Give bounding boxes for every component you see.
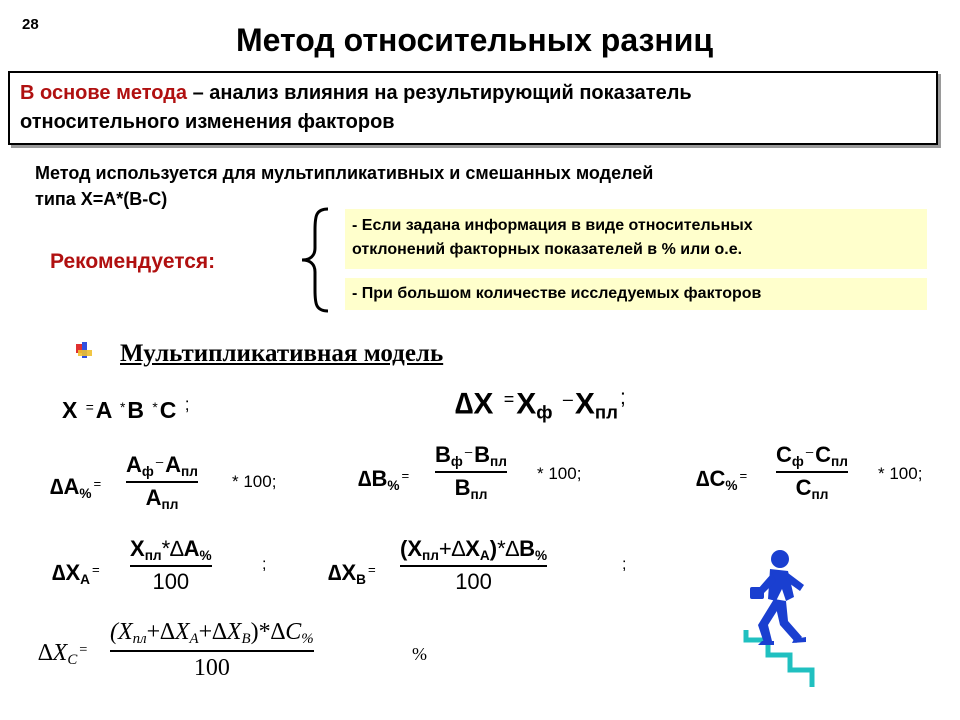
formula-dxa-lhs (52, 560, 102, 587)
var-xf: X (516, 387, 537, 421)
formula-da-fraction (126, 454, 198, 511)
den-b: B (454, 474, 471, 500)
formula-dxb-end: ; (622, 556, 627, 573)
num-b: B (519, 536, 535, 561)
fraction-bar (126, 481, 198, 483)
var-x: X (62, 396, 78, 423)
op-mul: * (119, 399, 126, 415)
num-open-x: (X (110, 619, 133, 645)
pct-sub: % (387, 477, 400, 493)
delta-a-lhs: ∆A (50, 474, 80, 499)
den-c: C (795, 474, 812, 500)
sub-b: B (241, 631, 251, 648)
num-c2: C (815, 442, 832, 467)
recommend-item-2: - При большом количестве исследуемых факторов (345, 278, 927, 310)
op-minus: – (464, 444, 473, 460)
formula-delta-x (455, 386, 628, 424)
sub-pct: % (199, 547, 212, 563)
delta-b-lhs: ∆B (358, 466, 388, 491)
var-b: B (127, 396, 144, 423)
op-mul-delta: *∆ (161, 536, 184, 561)
den-100: 100 (152, 568, 190, 594)
formula-dxc-fraction (110, 620, 314, 680)
delta-x-lhs: ∆X (455, 387, 494, 421)
sub-pct: % (534, 547, 548, 563)
basis-text-1: – анализ влияния на результирующий показатель (187, 82, 692, 104)
sub-pl: пл (490, 453, 507, 469)
num-b2: B (474, 442, 491, 467)
num-x: X (226, 619, 242, 645)
op-eq: = (739, 468, 748, 484)
pct-sub: % (79, 485, 92, 501)
formula-dxc-lhs (38, 640, 89, 669)
formula-dc-fraction (776, 444, 848, 501)
op-plus-delta: +∆ (146, 619, 175, 645)
slide-number: 28 (22, 16, 39, 33)
pct-sub: % (725, 477, 738, 493)
den-a: A (145, 484, 162, 510)
fraction-bar (400, 565, 547, 567)
num-x: X (174, 619, 190, 645)
num-c: C (285, 619, 302, 645)
op-eq: = (401, 468, 410, 484)
bullet-icon (74, 340, 96, 362)
delta-xc-lhs: ∆X (38, 640, 68, 666)
model-heading: Мультипликативная модель (120, 340, 444, 367)
sub-a: A (80, 571, 90, 587)
sub-pl: пл (144, 547, 162, 563)
sub-f: ф (536, 401, 553, 423)
sub-pl: пл (470, 486, 488, 502)
formula-db-lhs (358, 466, 411, 493)
op-end: ; (184, 394, 190, 414)
usage-line-2: типа X=A*(B-C) (35, 189, 168, 209)
var-xpl: X (574, 387, 595, 421)
sub-b: B (356, 571, 366, 587)
formula-dxc-end: % (412, 644, 427, 664)
delta-xa-lhs: ∆X (52, 560, 81, 585)
op-mul: * (152, 399, 158, 415)
op-eq: = (79, 641, 88, 658)
fraction-bar (776, 471, 848, 473)
num-b: B (435, 442, 451, 467)
num-close: ) (250, 619, 259, 645)
op-minus: – (805, 444, 814, 460)
recommend-item-1-line-2: отклонений факторных показателей в % или о.е. (352, 241, 743, 258)
num-open-x: (Х (400, 536, 422, 561)
sub-pct: % (301, 631, 314, 648)
num-a2: A (165, 452, 182, 477)
formula-dxb-fraction (400, 538, 547, 593)
businessman-stairs-icon (728, 545, 828, 690)
fraction-bar (435, 471, 507, 473)
curly-brace-icon (298, 206, 334, 314)
op-minus: – (155, 454, 164, 470)
sub-a: A (189, 631, 199, 648)
basis-box (8, 71, 938, 145)
formula-dc-mul: * 100; (878, 464, 923, 483)
recommend-label: Рекомендуется: (50, 250, 216, 273)
sub-f: ф (141, 463, 154, 479)
sub-pl: пл (831, 453, 848, 469)
basis-highlight: В основе метода (20, 82, 188, 104)
formula-dxa-end: ; (262, 556, 267, 573)
op-eq: = (91, 562, 100, 578)
num-x: Х (130, 536, 145, 561)
formula-dc-lhs (696, 466, 749, 493)
formula-da-mul: * 100; (232, 472, 277, 491)
delta-xb-lhs: ∆X (328, 560, 357, 585)
sub-a: A (479, 547, 490, 563)
recommend-item-1 (345, 209, 927, 269)
formula-db-mul: * 100; (537, 464, 582, 483)
num-x: X (465, 536, 480, 561)
op-eq: = (367, 562, 376, 578)
sub-pl: пл (422, 547, 439, 563)
usage-line-1: Метод используется для мультипликативных и смешанных моделей (35, 163, 654, 183)
var-c: C (159, 396, 177, 423)
num-c: C (776, 442, 792, 467)
recommend-item-1-line-1: - Если задана информация в виде относительных (352, 217, 753, 234)
var-a: A (95, 396, 112, 423)
op-end: ; (619, 386, 626, 409)
formula-dxa-fraction (130, 538, 212, 593)
formula-x-model (62, 394, 192, 424)
num-a: A (126, 452, 142, 477)
op-plus-delta: +∆ (198, 619, 227, 645)
op-mul-delta: *∆ (258, 619, 286, 645)
num-a: A (183, 536, 200, 561)
op-eq: = (85, 399, 94, 415)
sub-f: ф (450, 453, 463, 469)
op-mul-delta: *∆ (497, 536, 520, 561)
sub-c: C (67, 652, 78, 669)
op-plus-delta: +∆ (438, 536, 466, 561)
formula-db-fraction (435, 444, 507, 501)
den-100: 100 (455, 568, 492, 594)
num-close: ) (489, 536, 498, 561)
op-minus: – (562, 389, 573, 410)
delta-c-lhs: ∆C (696, 466, 726, 491)
basis-text-2: относительного изменения факторов (20, 111, 395, 133)
sub-pl: пл (181, 463, 198, 479)
sub-pl: пл (811, 486, 829, 502)
usage-text (35, 160, 653, 212)
sub-f: ф (791, 453, 804, 469)
formula-da-lhs (50, 474, 103, 501)
den-100: 100 (193, 654, 230, 681)
op-eq: = (93, 476, 102, 492)
op-eq: = (503, 389, 515, 410)
fraction-bar (130, 565, 212, 567)
page-title: Метод относительных разниц (236, 22, 714, 58)
sub-pl: пл (161, 496, 179, 512)
fraction-bar (110, 650, 314, 652)
formula-dxb-lhs (328, 560, 378, 587)
sub-pl: пл (132, 631, 147, 648)
sub-pl: пл (594, 401, 618, 423)
